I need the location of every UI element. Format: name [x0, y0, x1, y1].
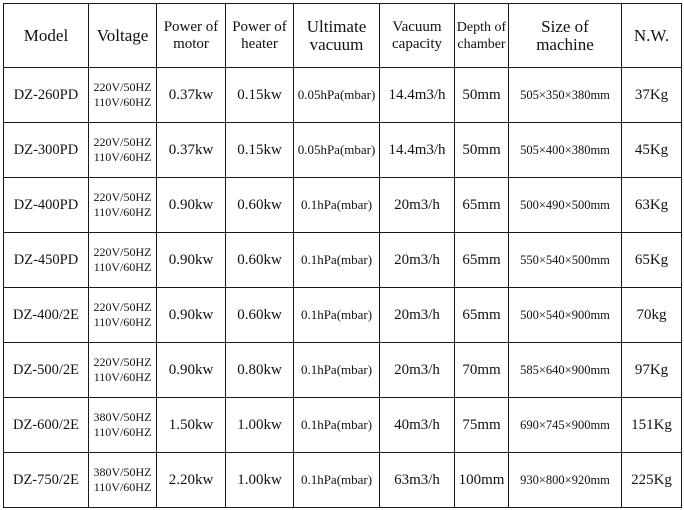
column-header-motor-power: [157, 4, 226, 68]
motor-power-cell: 0.90kw: [157, 233, 226, 288]
model-cell: DZ-750/2E: [4, 453, 89, 508]
motor-power-cell: 0.90kw: [157, 178, 226, 233]
net-weight-cell: 63Kg: [622, 178, 682, 233]
motor-power-cell: 0.90kw: [157, 288, 226, 343]
model-cell: DZ-300PD: [4, 123, 89, 178]
vacuum-capacity-cell: 40m3/h: [380, 398, 455, 453]
voltage-cell: [89, 398, 157, 453]
ultimate-vacuum-cell: 0.05hPa(mbar): [294, 123, 380, 178]
column-header-text: Size of: [541, 16, 589, 36]
voltage-cell: [89, 233, 157, 288]
column-header-text: Model: [23, 25, 69, 45]
ultimate-vacuum-cell: 0.1hPa(mbar): [294, 398, 380, 453]
table-row: [4, 453, 682, 508]
header-row: [4, 4, 682, 68]
motor-power-cell: 0.90kw: [157, 343, 226, 398]
chamber-depth-cell: 75mm: [455, 398, 509, 453]
voltage-line: 220V/50HZ: [93, 190, 152, 204]
voltage-cell: [89, 288, 157, 343]
heater-power-cell: 1.00kw: [226, 453, 294, 508]
column-header-text: N.W.: [633, 25, 670, 45]
voltage-line: 380V/50HZ: [93, 410, 152, 424]
machine-size-cell: 505×350×380mm: [509, 68, 622, 123]
table-row: [4, 398, 682, 453]
table-row: [4, 233, 682, 288]
column-header-text: Ultimate: [306, 16, 367, 36]
column-header-text: motor: [173, 35, 209, 52]
chamber-depth-cell: 50mm: [455, 123, 509, 178]
column-header-text: vacuum: [309, 34, 364, 54]
vacuum-capacity-cell: 20m3/h: [380, 233, 455, 288]
voltage-line: 220V/50HZ: [93, 300, 152, 314]
table-row: [4, 343, 682, 398]
heater-power-cell: 0.60kw: [226, 178, 294, 233]
vacuum-capacity-cell: 20m3/h: [380, 288, 455, 343]
chamber-depth-cell: 65mm: [455, 233, 509, 288]
model-cell: DZ-400/2E: [4, 288, 89, 343]
chamber-depth-cell: 65mm: [455, 288, 509, 343]
net-weight-cell: 225Kg: [622, 453, 682, 508]
machine-size-cell: 500×490×500mm: [509, 178, 622, 233]
model-cell: DZ-400PD: [4, 178, 89, 233]
column-header-text: Power of: [232, 18, 287, 35]
net-weight-cell: 151Kg: [622, 398, 682, 453]
heater-power-cell: 0.80kw: [226, 343, 294, 398]
machine-size-cell: 585×640×900mm: [509, 343, 622, 398]
voltage-cell: [89, 343, 157, 398]
vacuum-capacity-cell: 14.4m3/h: [380, 123, 455, 178]
chamber-depth-cell: 100mm: [455, 453, 509, 508]
column-header-ultimate-vacuum: [294, 4, 380, 68]
table-header: [4, 4, 682, 68]
table-row: [4, 68, 682, 123]
column-header-machine-size: [509, 4, 622, 68]
voltage-cell: [89, 453, 157, 508]
net-weight-cell: 70kg: [622, 288, 682, 343]
heater-power-cell: 1.00kw: [226, 398, 294, 453]
voltage-line: 110V/60HZ: [93, 480, 152, 494]
ultimate-vacuum-cell: 0.05hPa(mbar): [294, 68, 380, 123]
ultimate-vacuum-cell: 0.1hPa(mbar): [294, 233, 380, 288]
model-cell: DZ-260PD: [4, 68, 89, 123]
chamber-depth-cell: 50mm: [455, 68, 509, 123]
voltage-line: 110V/60HZ: [93, 370, 152, 384]
voltage-line: 110V/60HZ: [93, 315, 152, 329]
column-header-net-weight: [622, 4, 682, 68]
spec-sheet: [3, 3, 681, 507]
column-header-chamber-depth: [455, 4, 509, 68]
column-header-text: Voltage: [96, 25, 149, 45]
motor-power-cell: 2.20kw: [157, 453, 226, 508]
voltage-line: 380V/50HZ: [93, 465, 152, 479]
voltage-line: 110V/60HZ: [93, 205, 152, 219]
chamber-depth-cell: 70mm: [455, 343, 509, 398]
voltage-line: 110V/60HZ: [93, 260, 152, 274]
net-weight-cell: 97Kg: [622, 343, 682, 398]
ultimate-vacuum-cell: 0.1hPa(mbar): [294, 288, 380, 343]
voltage-line: 220V/50HZ: [93, 80, 152, 94]
heater-power-cell: 0.15kw: [226, 68, 294, 123]
vacuum-capacity-cell: 63m3/h: [380, 453, 455, 508]
chamber-depth-cell: 65mm: [455, 178, 509, 233]
machine-size-cell: 505×400×380mm: [509, 123, 622, 178]
column-header-model: [4, 4, 89, 68]
net-weight-cell: 37Kg: [622, 68, 682, 123]
machine-size-cell: 930×800×920mm: [509, 453, 622, 508]
table-row: [4, 178, 682, 233]
column-header-text: Vacuum: [392, 18, 442, 35]
column-header-text: machine: [536, 34, 594, 54]
machine-size-cell: 690×745×900mm: [509, 398, 622, 453]
motor-power-cell: 0.37kw: [157, 68, 226, 123]
heater-power-cell: 0.60kw: [226, 233, 294, 288]
column-header-text: chamber: [457, 36, 506, 52]
ultimate-vacuum-cell: 0.1hPa(mbar): [294, 343, 380, 398]
model-cell: DZ-500/2E: [4, 343, 89, 398]
column-header-text: Depth of: [456, 19, 507, 35]
voltage-line: 220V/50HZ: [93, 355, 152, 369]
table-row: [4, 288, 682, 343]
voltage-cell: [89, 68, 157, 123]
vacuum-capacity-cell: 14.4m3/h: [380, 68, 455, 123]
net-weight-cell: 65Kg: [622, 233, 682, 288]
table-row: [4, 123, 682, 178]
net-weight-cell: 45Kg: [622, 123, 682, 178]
voltage-line: 110V/60HZ: [93, 425, 152, 439]
vacuum-capacity-cell: 20m3/h: [380, 343, 455, 398]
motor-power-cell: 0.37kw: [157, 123, 226, 178]
vacuum-capacity-cell: 20m3/h: [380, 178, 455, 233]
voltage-cell: [89, 123, 157, 178]
heater-power-cell: 0.60kw: [226, 288, 294, 343]
column-header-text: heater: [241, 35, 278, 52]
table-body: [4, 68, 682, 508]
machine-size-cell: 550×540×500mm: [509, 233, 622, 288]
voltage-cell: [89, 178, 157, 233]
voltage-line: 110V/60HZ: [93, 95, 152, 109]
ultimate-vacuum-cell: 0.1hPa(mbar): [294, 178, 380, 233]
heater-power-cell: 0.15kw: [226, 123, 294, 178]
column-header-vacuum-capacity: [380, 4, 455, 68]
machine-size-cell: 500×540×900mm: [509, 288, 622, 343]
model-cell: DZ-450PD: [4, 233, 89, 288]
model-cell: DZ-600/2E: [4, 398, 89, 453]
voltage-line: 220V/50HZ: [93, 245, 152, 259]
voltage-line: 110V/60HZ: [93, 150, 152, 164]
specification-table: [3, 3, 682, 508]
voltage-line: 220V/50HZ: [93, 135, 152, 149]
ultimate-vacuum-cell: 0.1hPa(mbar): [294, 453, 380, 508]
column-header-heater-power: [226, 4, 294, 68]
column-header-text: Power of: [163, 18, 219, 35]
column-header-voltage: [89, 4, 157, 68]
motor-power-cell: 1.50kw: [157, 398, 226, 453]
column-header-text: capacity: [392, 35, 442, 52]
